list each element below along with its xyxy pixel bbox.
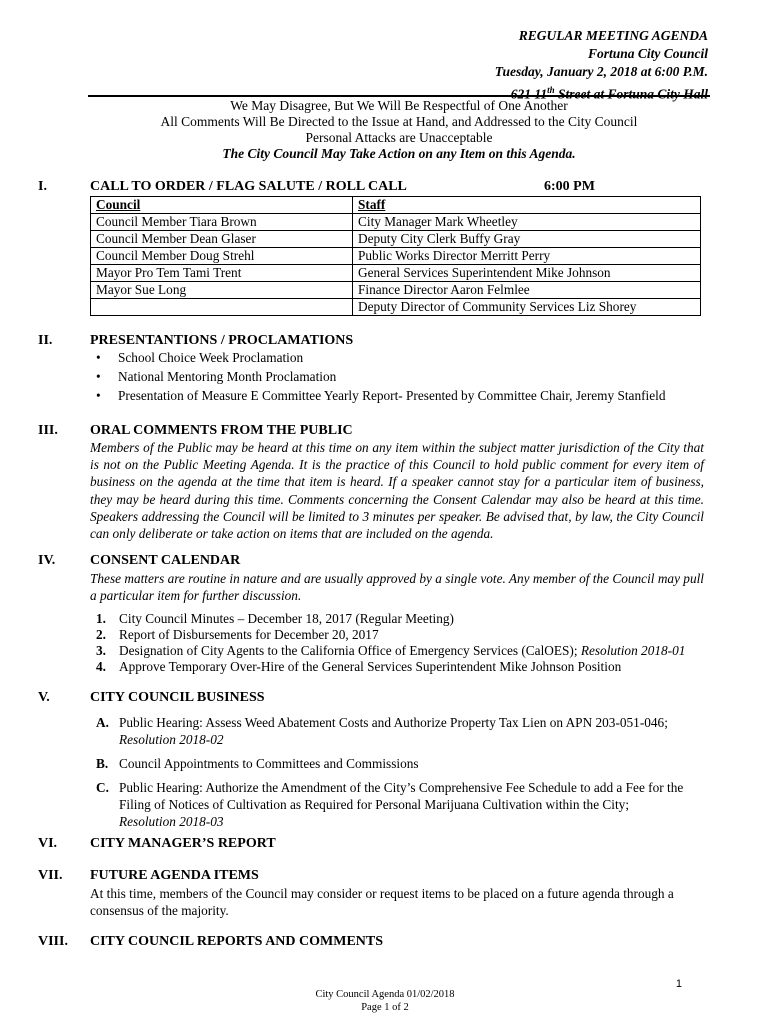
section-6-number: VI. <box>38 836 58 851</box>
meeting-date: Tuesday, January 2, 2018 at 6:00 P.M. <box>494 64 708 79</box>
table-row <box>91 265 701 282</box>
footer <box>0 988 770 1014</box>
council-member: Mayor Pro Tem Tami Trent <box>91 265 353 282</box>
staff-column-header: Staff <box>353 197 701 214</box>
list-item: 1. City Council Minutes – December 18, 2017 (Regular Meeting) <box>96 611 454 626</box>
agenda-header <box>495 27 708 104</box>
council-member: Mayor Sue Long <box>91 282 353 299</box>
section-7-number: VII. <box>38 868 63 883</box>
section-3-title: ORAL COMMENTS FROM THE PUBLIC <box>90 423 353 438</box>
section-5-title: CITY COUNCIL BUSINESS <box>90 690 265 705</box>
table-row <box>91 248 701 265</box>
council-column-header: Council <box>91 197 353 214</box>
consent-calendar-notice: These matters are routine in nature and are usually approved by a single vote. Any member of the Council may pull a particular item for further discussion. <box>90 571 704 604</box>
staff-member: Public Works Director Merritt Perry <box>353 248 701 265</box>
list-item: A. Public Hearing: Assess Weed Abatement Costs and Authorize Property Tax Lien on APN 203-051-046; Resolution 2018-02 <box>96 715 668 747</box>
section-8-title: CITY COUNCIL REPORTS AND COMMENTS <box>90 934 384 949</box>
table-row <box>91 299 701 316</box>
staff-member: General Services Superintendent Mike Johnson <box>353 265 701 282</box>
list-item: 4. Approve Temporary Over-Hire of the General Services Superintendent Mike Johnson Position <box>96 659 622 674</box>
section-7-title: FUTURE AGENDA ITEMS <box>90 868 259 883</box>
meeting-location: 621 11th Street at Fortuna City Hall <box>510 85 708 102</box>
list-item: 3. Designation of City Agents to the California Office of Emergency Services (CalOES); Resolution 2018-01 <box>96 643 686 658</box>
footer-page-of: Page 1 of 2 <box>361 1002 409 1013</box>
resolution-ref: Resolution 2018-03 <box>119 814 224 829</box>
section-8-number: VIII. <box>38 934 68 949</box>
bullet-icon: • <box>96 350 101 365</box>
list-item: 2. Report of Disbursements for December 20, 2017 <box>96 627 379 642</box>
resolution-ref: Resolution 2018-02 <box>119 732 224 747</box>
header-rule <box>88 95 710 97</box>
council-member: Council Member Doug Strehl <box>91 248 353 265</box>
meeting-principles <box>88 98 710 162</box>
section-2-number: II. <box>38 333 53 348</box>
council-member: Council Member Tiara Brown <box>91 214 353 231</box>
bullet-icon: • <box>96 388 101 403</box>
staff-member: Deputy Director of Community Services Liz Shorey <box>353 299 701 316</box>
roll-call-header-row <box>91 197 701 214</box>
list-item: C. Public Hearing: Authorize the Amendment of the City’s Comprehensive Fee Schedule to add a Fee for the Filing of Notices of Cultivation as Required for Personal Marijuana Cultivation within the City; Resolution 2018-03 <box>96 780 684 829</box>
section-5-number: V. <box>38 690 50 705</box>
bullet-icon: • <box>96 369 101 384</box>
table-row <box>91 214 701 231</box>
principle-2: All Comments Will Be Directed to the Issue at Hand, and Addressed to the City Council <box>160 114 638 129</box>
section-4-number: IV. <box>38 553 56 568</box>
section-3-number: III. <box>38 423 58 438</box>
staff-member: City Manager Mark Wheetley <box>353 214 701 231</box>
meeting-type: REGULAR MEETING AGENDA <box>518 28 708 43</box>
table-row <box>91 282 701 299</box>
council-member <box>91 299 353 316</box>
future-agenda-text: At this time, members of the Council may consider or request items to be placed on a future agenda through a consensus of the majority. <box>90 886 674 919</box>
list-item: • Presentation of Measure E Committee Yearly Report- Presented by Committee Chair, Jeremy Stanfield <box>96 388 666 403</box>
section-2-title: PRESENTANTIONS / PROCLAMATIONS <box>90 333 354 348</box>
section-6-title: CITY MANAGER’S REPORT <box>90 836 276 851</box>
section-1-number: I. <box>38 179 47 194</box>
council-member: Council Member Dean Glaser <box>91 231 353 248</box>
section-1-title: CALL TO ORDER / FLAG SALUTE / ROLL CALL <box>90 179 407 194</box>
table-row <box>91 231 701 248</box>
principle-3: Personal Attacks are Unacceptable <box>305 130 493 145</box>
council-name: Fortuna City Council <box>587 46 708 61</box>
staff-member: Deputy City Clerk Buffy Gray <box>353 231 701 248</box>
list-item: • National Mentoring Month Proclamation <box>96 369 337 384</box>
section-4-title: CONSENT CALENDAR <box>90 553 241 568</box>
section-1-time: 6:00 PM <box>544 179 595 194</box>
roll-call-table <box>90 196 701 316</box>
principle-4: The City Council May Take Action on any Item on this Agenda. <box>222 146 576 161</box>
list-item: B. Council Appointments to Committees and Commissions <box>96 756 419 771</box>
resolution-ref: Resolution 2018-01 <box>580 643 686 658</box>
page-number: 1 <box>675 978 682 990</box>
footer-doc-name: City Council Agenda 01/02/2018 <box>315 989 455 1000</box>
principle-1: We May Disagree, But We Will Be Respectful of One Another <box>230 98 568 113</box>
staff-member: Finance Director Aaron Felmlee <box>353 282 701 299</box>
list-item: • School Choice Week Proclamation <box>96 350 304 365</box>
public-comment-notice: Members of the Public may be heard at this time on any item within the subject matter jurisdiction of the City that is not on the Public Meeting Agenda. It is the practice of this Council to hold public comment for every item of business on the agenda at the time that item is heard. If a speaker cannot stay for a particular item of business, they may be heard during this time. Comments concerning the Consent Calendar may also be heard at this time. Speakers addressing the Council will be limited to 3 minutes per speaker. Be advised that, by law, the City Council can only deliberate or take action on items that are included on the agenda. <box>90 440 704 542</box>
